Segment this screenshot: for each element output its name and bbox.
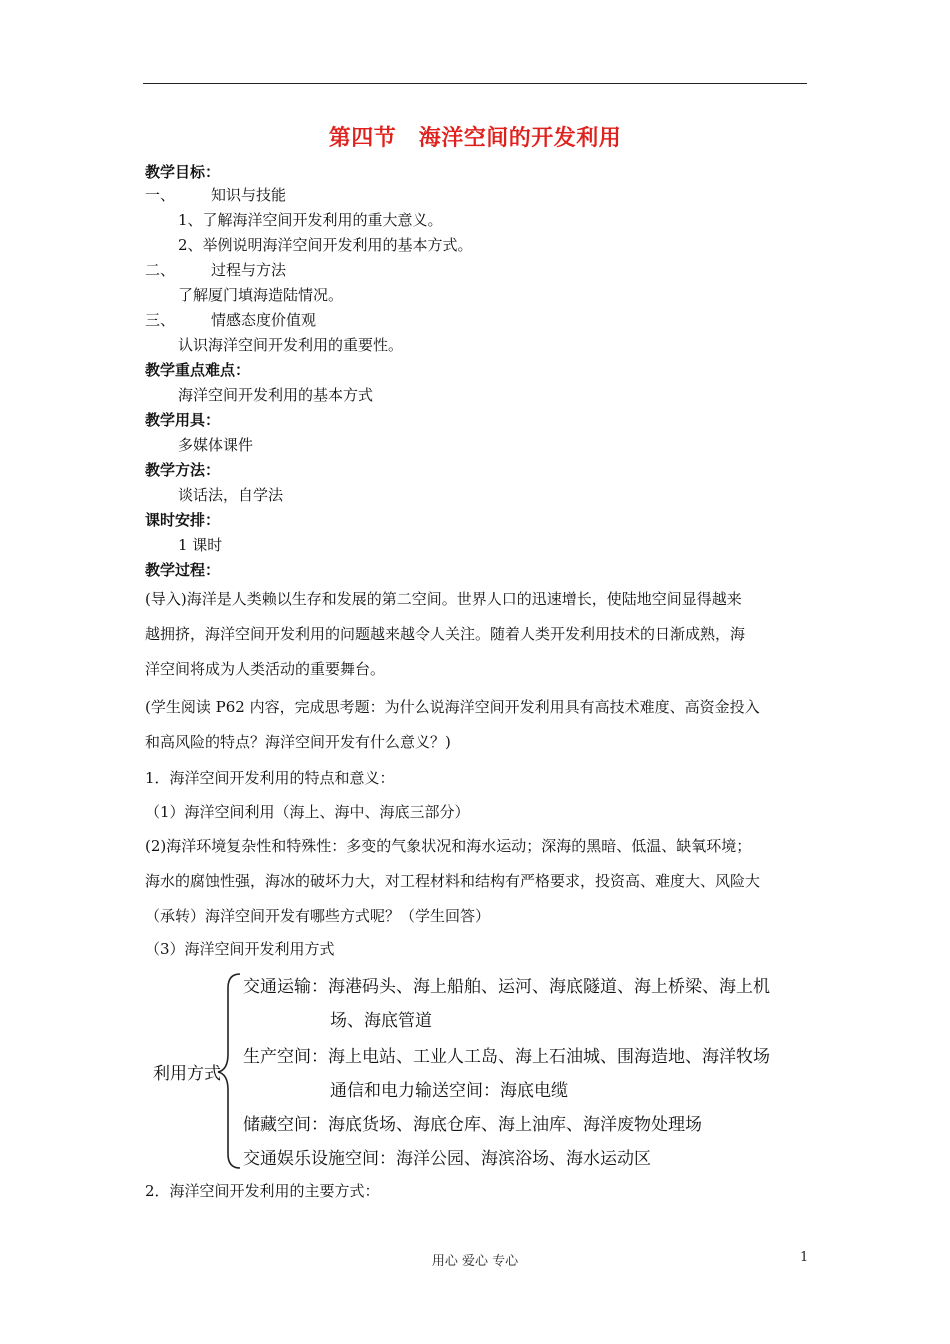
section-2-heading: 2．海洋空间开发利用的主要方式： [145, 1182, 380, 1200]
attitude-text: 认识海洋空间开发利用的重要性。 [178, 336, 404, 354]
objective-1-label: 知识与技能 [211, 186, 287, 204]
key-points-heading: 教学重点难点： [145, 361, 251, 379]
objective-2 [145, 260, 286, 280]
usage-diagram [148, 966, 808, 1176]
objective-2-label: 过程与方法 [211, 261, 287, 279]
objective-2-num: 二、 [145, 261, 176, 279]
page-title: 第四节 海洋空间的开发利用 [328, 126, 622, 151]
diagram-row-storage: 储藏空间：海底货场、海底仓库、海上油库、海洋废物处理场 [243, 1115, 702, 1135]
diagram-row-communication: 通信和电力输送空间：海底电缆 [330, 1081, 568, 1101]
point-2-line-3: （承转）海洋空间开发有哪些方式呢？（学生回答） [145, 907, 491, 925]
objective-1-num: 一、 [145, 186, 176, 204]
objective-3 [145, 310, 316, 330]
point-2-line-1: (2)海洋环境复杂性和特殊性：多变的气象状况和海水运动；深海的黑暗、低温、缺氧环境； [145, 837, 752, 855]
header-rule [143, 83, 807, 84]
knowledge-point-2: 2、举例说明海洋空间开发利用的基本方式。 [178, 236, 473, 254]
schedule-text: 1 课时 [178, 536, 223, 554]
process-heading: 教学过程： [145, 561, 221, 579]
schedule-heading: 课时安排： [145, 511, 221, 529]
point-2-paragraph [145, 829, 809, 934]
intro-line-3: 洋空间将成为人类活动的重要舞台。 [145, 660, 386, 678]
diagram-root-label: 利用方式 [153, 1064, 221, 1084]
footer-text: 用心 爱心 专心 [431, 1254, 519, 1269]
diagram-row-recreation: 交通娱乐设施空间：海洋公园、海滨浴场、海水运动区 [243, 1149, 651, 1169]
intro-paragraph [145, 582, 809, 687]
intro-line-2: 越拥挤，海洋空间开发利用的问题越来越令人关注。随着人类开发利用技术的日渐成熟，海 [145, 625, 746, 643]
intro-line-1: (导入)海洋是人类赖以生存和发展的第二空间。世界人口的迅速增长，使陆地空间显得越来 [145, 590, 742, 608]
diagram-row-production: 生产空间：海上电站、工业人工岛、海上石油城、围海造地、海洋牧场 [243, 1047, 770, 1067]
process-text: 了解厦门填海造陆情况。 [178, 286, 344, 304]
key-points-text: 海洋空间开发利用的基本方式 [178, 386, 374, 404]
reading-line-2: 和高风险的特点？海洋空间开发有什么意义？) [145, 733, 451, 751]
page-number: 1 [800, 1250, 809, 1265]
diagram-row-transport-cont: 场、海底管道 [330, 1011, 432, 1031]
objective-3-label: 情感态度价值观 [211, 311, 317, 329]
section-1-heading: 1．海洋空间开发利用的特点和意义： [145, 769, 395, 787]
reading-line-1: (学生阅读 P62 内容，完成思考题：为什么说海洋空间开发利用具有高技术难度、高资金投入 [145, 698, 760, 716]
point-2-line-2: 海水的腐蚀性强，海冰的破坏力大，对工程材料和结构有严格要求，投资高、难度大、风险大 [145, 872, 761, 890]
knowledge-point-1: 1、了解海洋空间开发利用的重大意义。 [178, 211, 443, 229]
methods-text: 谈话法，自学法 [178, 486, 284, 504]
point-3: （3）海洋空间开发利用方式 [145, 940, 335, 958]
reading-paragraph [145, 690, 809, 760]
objectives-heading: 教学目标： [145, 163, 221, 181]
diagram-row-transport: 交通运输：海港码头、海上船舶、运河、海底隧道、海上桥梁、海上机 [243, 977, 770, 997]
point-1: （1）海洋空间利用（海上、海中、海底三部分） [145, 803, 470, 821]
objective-3-num: 三、 [145, 311, 176, 329]
tools-text: 多媒体课件 [178, 436, 254, 454]
tools-heading: 教学用具： [145, 411, 221, 429]
objective-1 [145, 185, 286, 205]
methods-heading: 教学方法： [145, 461, 221, 479]
